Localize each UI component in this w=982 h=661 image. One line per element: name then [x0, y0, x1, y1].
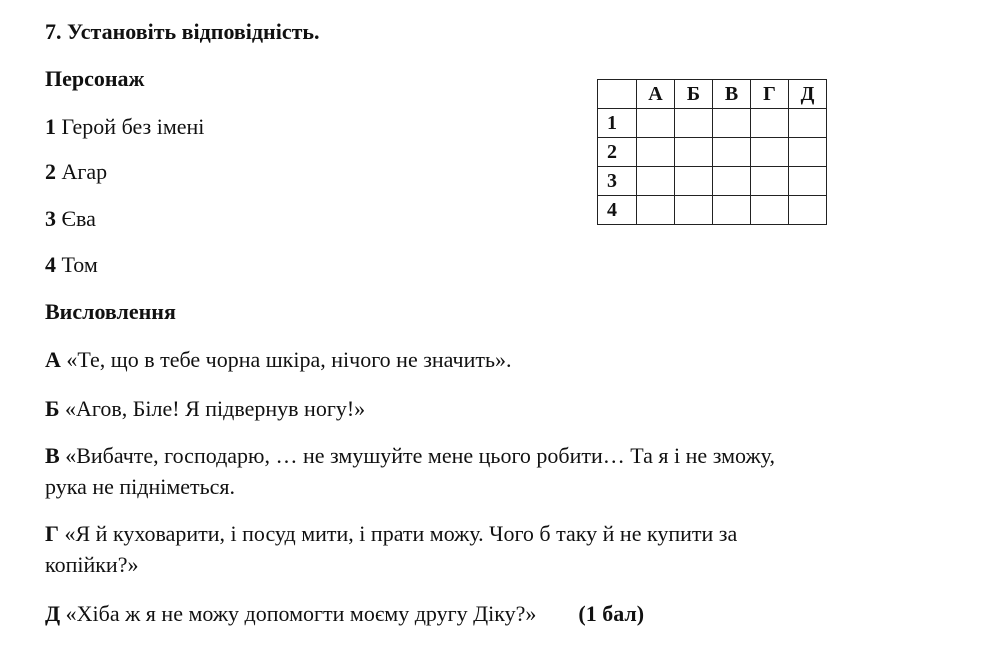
- answer-grid-row: [598, 138, 827, 167]
- statement-v: [45, 443, 775, 469]
- answer-cell[interactable]: [789, 196, 827, 225]
- character-name: Єва: [56, 206, 96, 231]
- character-item-1: [45, 114, 204, 140]
- statement-text: «Агов, Біле! Я підвернув ногу!»: [59, 396, 366, 421]
- column-header: Б: [675, 80, 713, 109]
- answer-cell[interactable]: [789, 109, 827, 138]
- answer-grid-corner: [598, 80, 637, 109]
- statement-letter: А: [45, 347, 61, 372]
- answer-cell[interactable]: [713, 138, 751, 167]
- answer-cell[interactable]: [789, 138, 827, 167]
- statement-text: «Вибачте, господарю, … не змушуйте мене цього робити… Та я і не зможу,: [59, 443, 775, 468]
- statement-text: «Те, що в тебе чорна шкіра, нічого не значить».: [60, 347, 512, 372]
- row-header: 4: [598, 196, 637, 225]
- row-header: 3: [598, 167, 637, 196]
- answer-cell[interactable]: [637, 109, 675, 138]
- column-header: А: [637, 80, 675, 109]
- statement-b: [45, 396, 365, 422]
- answer-cell[interactable]: [675, 138, 713, 167]
- score-label: (1 бал): [578, 601, 645, 626]
- character-number: 2: [45, 159, 56, 184]
- answer-cell[interactable]: [789, 167, 827, 196]
- statement-letter: В: [45, 443, 60, 468]
- statement-letter: Б: [45, 396, 60, 421]
- answer-cell[interactable]: [713, 109, 751, 138]
- statement-text: «Я й куховарити, і посуд мити, і прати можу. Чого б таку й не купити за: [59, 521, 738, 546]
- character-item-3: [45, 206, 96, 232]
- task-title: 7. Установіть відповідність.: [45, 19, 320, 44]
- column-header: Г: [751, 80, 789, 109]
- character-number: 4: [45, 252, 56, 277]
- statement-letter: Д: [45, 601, 61, 626]
- character-item-2: [45, 159, 107, 185]
- character-name: Том: [56, 252, 98, 277]
- answer-cell[interactable]: [637, 167, 675, 196]
- statement-a: [45, 347, 512, 373]
- column-header: Д: [789, 80, 827, 109]
- row-header: 1: [598, 109, 637, 138]
- statement-d: [45, 601, 644, 627]
- answer-cell[interactable]: [713, 167, 751, 196]
- answer-cell[interactable]: [637, 196, 675, 225]
- answer-grid-row: [598, 196, 827, 225]
- answer-cell[interactable]: [751, 138, 789, 167]
- statement-g: [45, 521, 737, 547]
- answer-cell[interactable]: [675, 109, 713, 138]
- character-number: 3: [45, 206, 56, 231]
- answer-grid-header-row: [598, 80, 827, 109]
- statement-v-continuation: рука не підніметься.: [45, 474, 236, 499]
- answer-cell[interactable]: [675, 196, 713, 225]
- character-item-4: [45, 252, 98, 278]
- statement-letter: Г: [45, 521, 59, 546]
- answer-grid-row: [598, 109, 827, 138]
- answer-grid-row: [598, 167, 827, 196]
- character-name: Герой без імені: [56, 114, 205, 139]
- answer-cell[interactable]: [713, 196, 751, 225]
- answer-cell[interactable]: [637, 138, 675, 167]
- answer-cell[interactable]: [675, 167, 713, 196]
- characters-heading: Персонаж: [45, 66, 145, 91]
- character-number: 1: [45, 114, 56, 139]
- character-name: Агар: [56, 159, 108, 184]
- answer-cell[interactable]: [751, 109, 789, 138]
- answer-grid: [597, 79, 827, 225]
- column-header: В: [713, 80, 751, 109]
- row-header: 2: [598, 138, 637, 167]
- answer-cell[interactable]: [751, 196, 789, 225]
- answer-cell[interactable]: [751, 167, 789, 196]
- statement-g-continuation: копійки?»: [45, 552, 139, 577]
- statements-heading: Висловлення: [45, 299, 176, 324]
- statement-text: «Хіба ж я не можу допомогти моєму другу Діку?»: [60, 601, 537, 626]
